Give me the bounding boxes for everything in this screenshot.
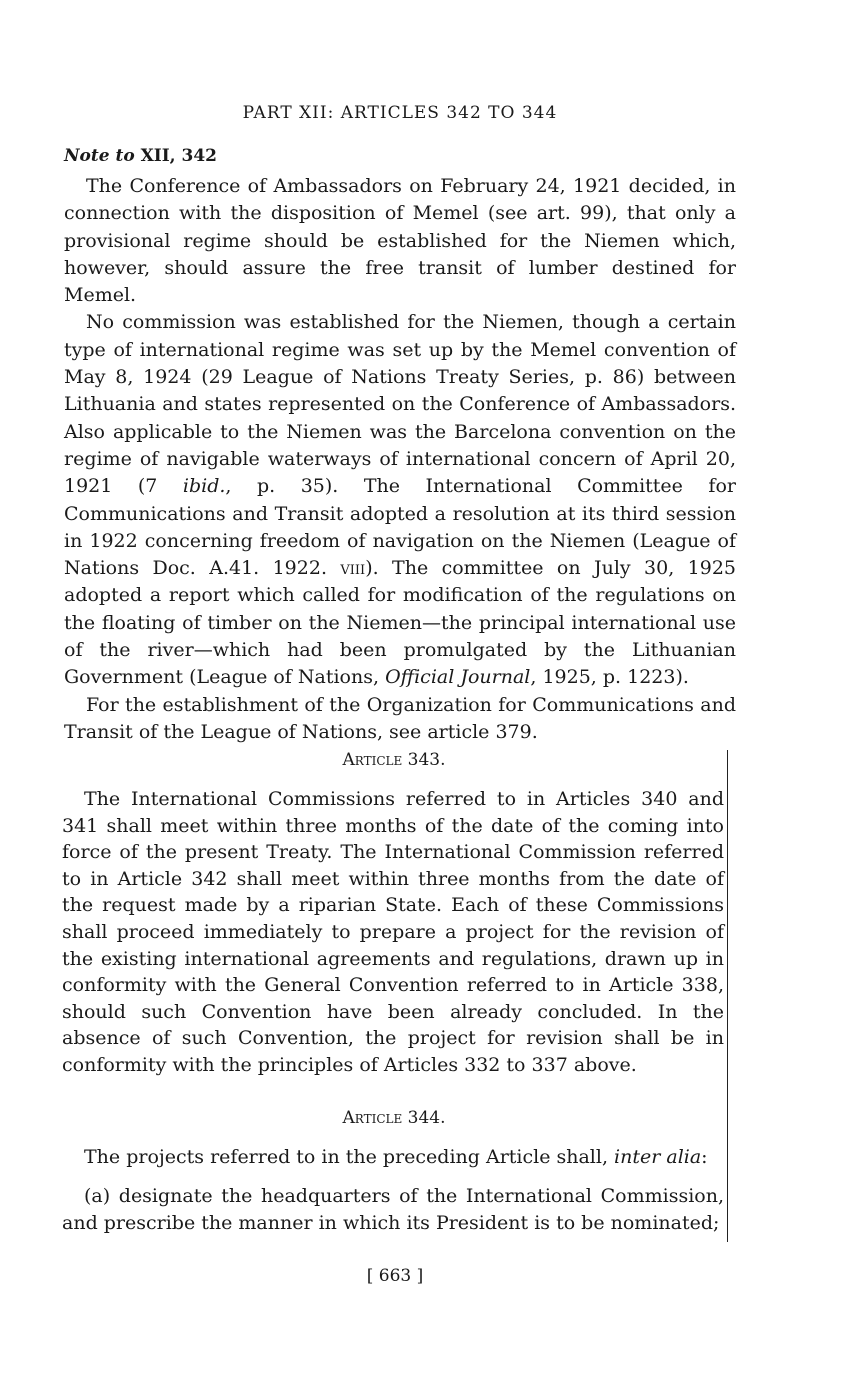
note-paragraph-2: [64, 309, 736, 691]
article-344-item-a: [62, 1183, 724, 1237]
note-label-rest: XII, 342: [140, 146, 217, 166]
article-343-body: [62, 786, 724, 1079]
page-number: [ 663 ]: [366, 1266, 424, 1286]
note-p2-text-b: , p. 35). The International Committee for Communications and Transit adopted a resolution at its third session in 1922 concerning freedom of navigation on the Niemen (League of Nations Doc. A.41. 1922.: [64, 475, 736, 580]
note-p2-text-d: , 1925, p. 1223).: [530, 666, 689, 689]
article-343-heading-word: Article: [342, 750, 403, 770]
page-header: PART XII: ARTICLES 342 TO 344: [242, 103, 558, 123]
article-344-heading-num: 344.: [407, 1108, 446, 1128]
note-p2-journal: Official Journal: [385, 666, 531, 689]
article-344-item-a-text: designate the headquarters of the International Commission, and prescribe the manner in which its President is to be nominated;: [62, 1185, 724, 1234]
note-p2-roman: viii: [340, 557, 366, 580]
note-p2-text-a: No commission was established for the Niemen, though a certain type of international regime was set up by the Memel convention of May 8, 1924 (29 League of Nations Treaty Series, p. 86) between Lithuania and states represented on the Conference of Ambassadors. Also applicable to the Niemen was the Barcelona convention on the regime of navigable waterways of international concern of April 20, 1921 (7: [64, 311, 736, 498]
article-343-heading-num: 343.: [407, 750, 446, 770]
article-344-intro-italic: inter alia: [614, 1146, 702, 1168]
margin-rule: [727, 750, 728, 1242]
note-body: [64, 173, 736, 746]
note-p2-text-c: ). The committee on July 30, 1925 adopted a report which called for modification of the regulations on the floating of timber on the Niemen—the principal international use of the river—which had been promulgated by the Lithuanian Government (League of Nations,: [64, 557, 736, 689]
article-344-heading-word: Article: [342, 1108, 403, 1128]
note-p2-ibid: ibid.: [182, 475, 226, 498]
article-344-intro-text: The projects referred to in the preceding Article shall,: [84, 1146, 615, 1168]
article-344-item-a-label: (a): [84, 1185, 111, 1207]
article-343-heading: [60, 750, 728, 770]
article-344-body: [62, 1144, 724, 1237]
note-label-italic: Note to: [64, 146, 135, 166]
article-343-text: The International Commissions referred to in Articles 340 and 341 shall meet within three months of the date of the coming into force of the present Treaty. The International Commission referred to in Article 342 shall meet within three months from the date of the request made by a riparian State. Each of these Commissions shall proceed immediately to prepare a project for the revision of the existing international agreements and regulations, drawn up in conformity with the General Convention referred to in Article 338, should such Convention have been already concluded. In the absence of such Convention, the project for revision shall be in conformity with the principles of Articles 332 to 337 above.: [62, 788, 724, 1076]
note-paragraph-1: The Conference of Ambassadors on February 24, 1921 decided, in connection with the disposition of Memel (see art. 99), that only a provisional regime should be established for the Niemen which, however, should assure the free transit of lumber destined for Memel.: [64, 175, 736, 307]
note-paragraph-3: For the establishment of the Organization for Communications and Transit of the League of Nations, see article 379.: [64, 693, 736, 743]
article-344-heading: [60, 1108, 728, 1128]
article-344-intro: [62, 1144, 724, 1171]
article-344-intro-end: :: [701, 1146, 708, 1168]
note-heading: [64, 146, 217, 166]
